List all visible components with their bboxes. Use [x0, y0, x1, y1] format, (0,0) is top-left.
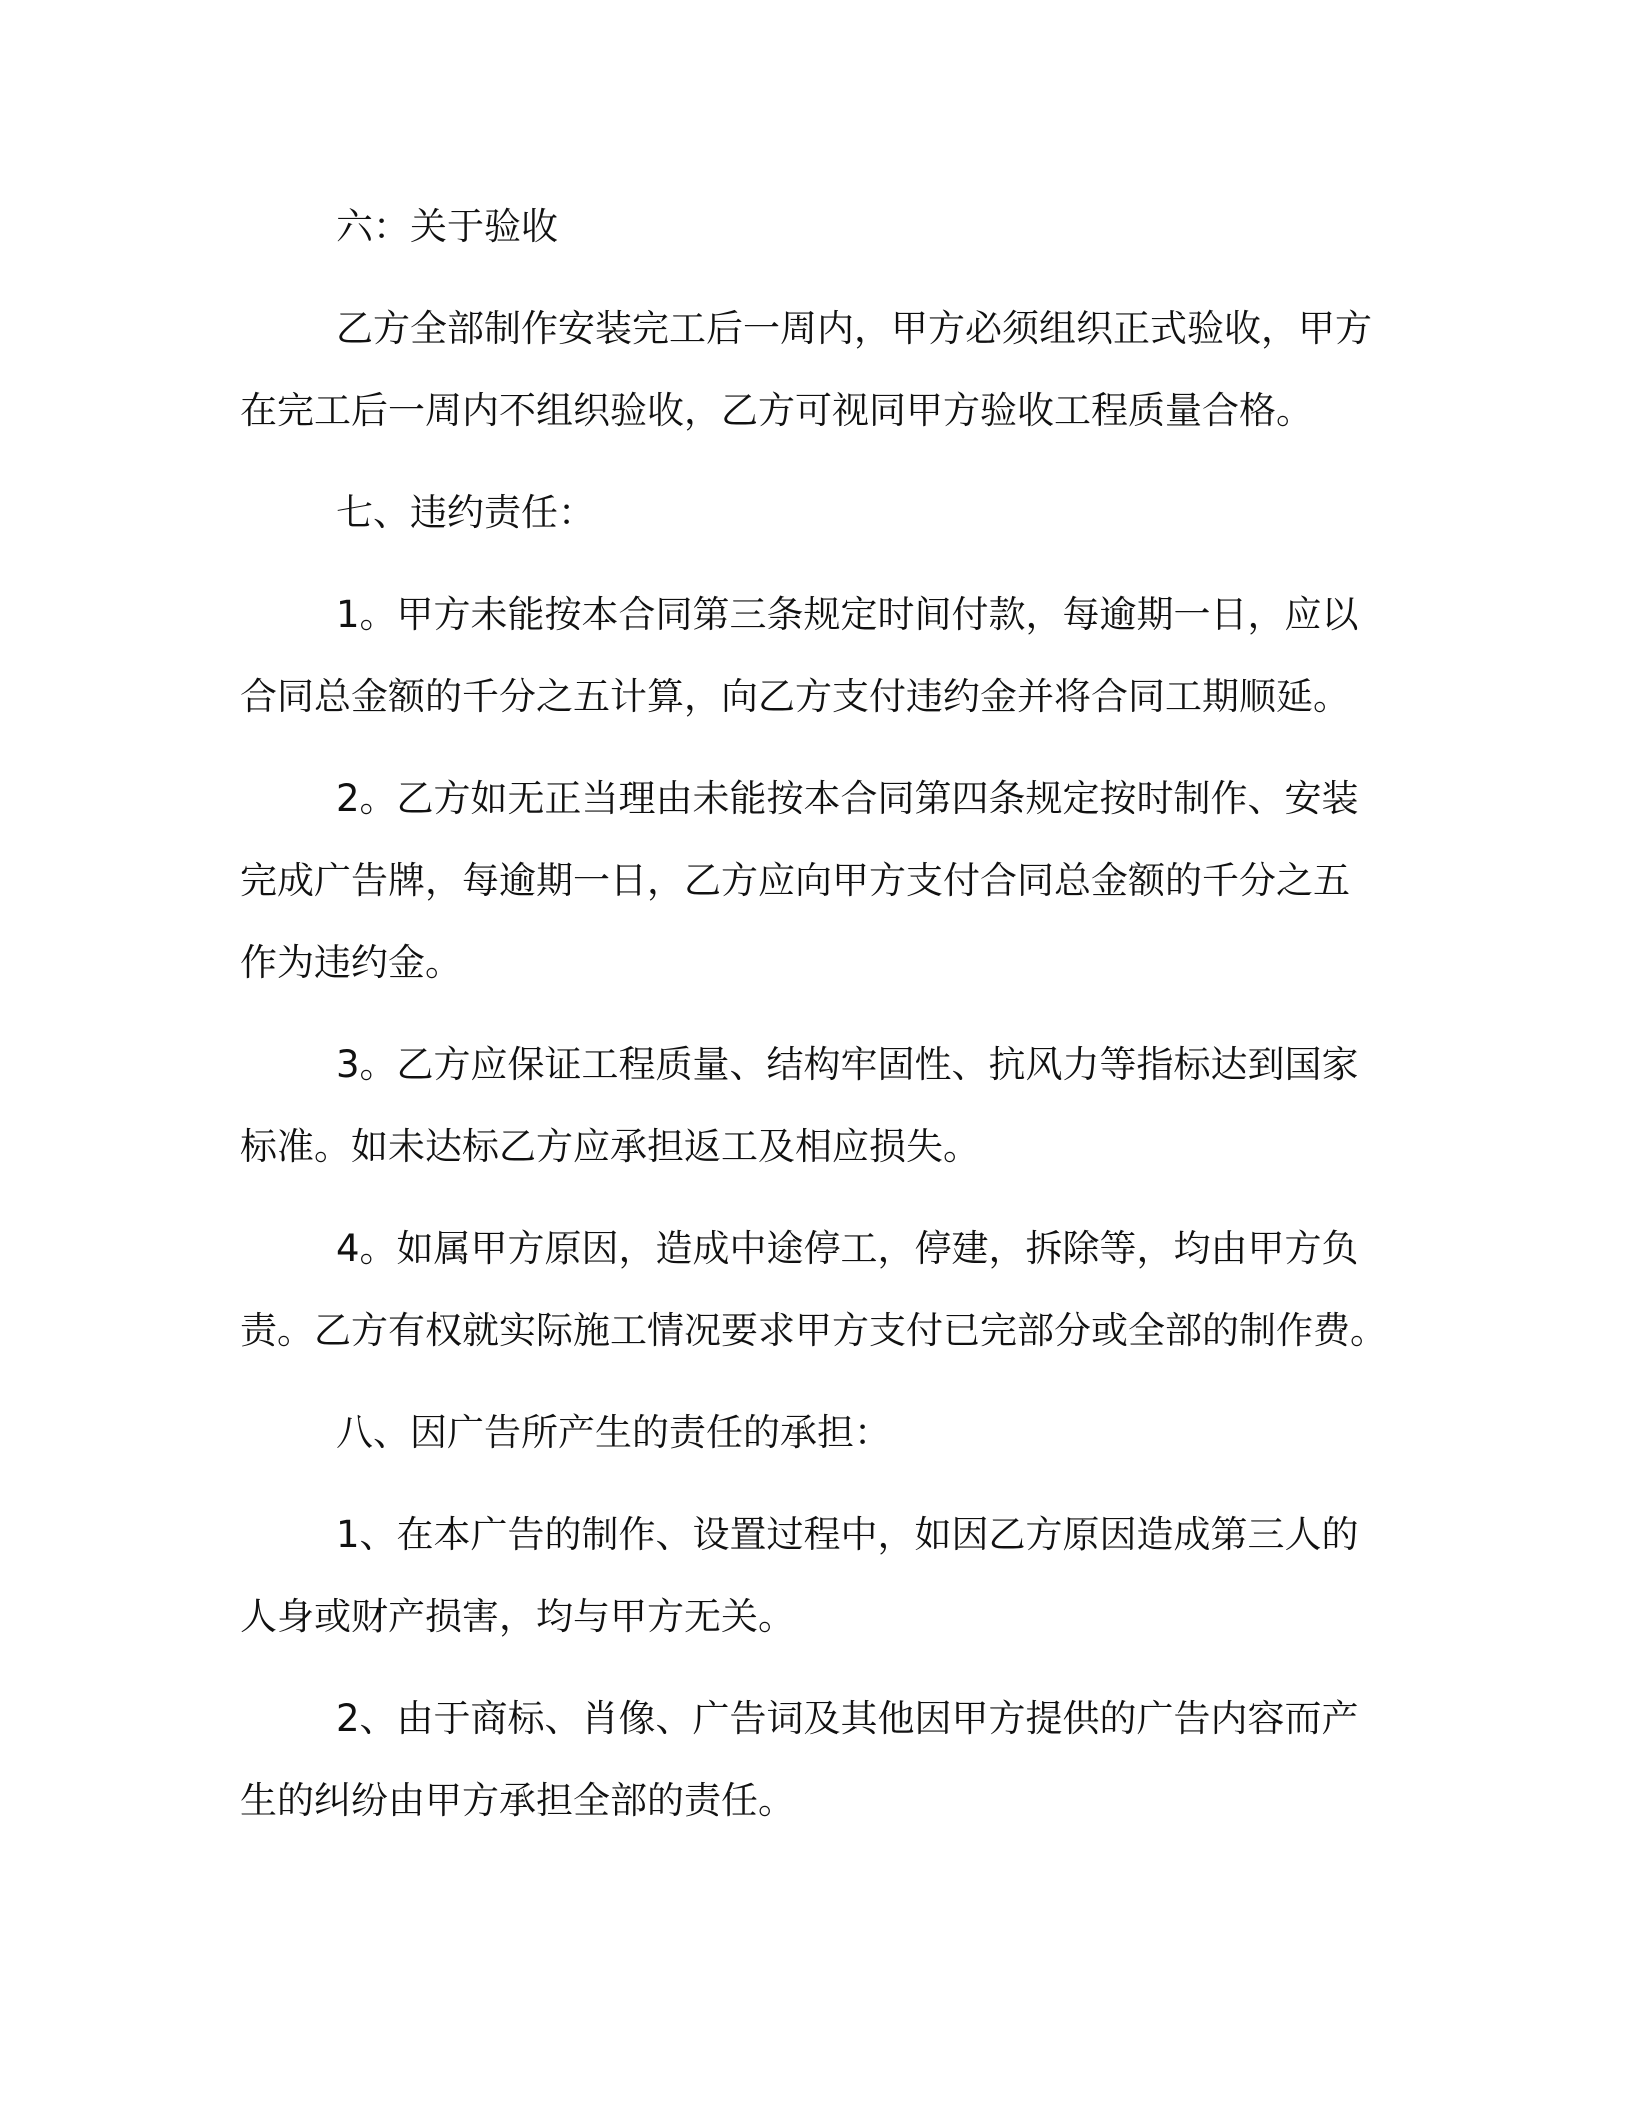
text-line: 2。乙方如无正当理由未能按本合同第四条规定按时制作、安装: [336, 777, 1359, 820]
text-line: 六：关于验收: [336, 205, 558, 248]
text-line: 完成广告牌，每逾期一日，乙方应向甲方支付合同总金额的千分之五: [240, 859, 1350, 902]
text-line: 2、由于商标、肖像、广告词及其他因甲方提供的广告内容而产: [336, 1697, 1359, 1740]
text-line: 人身或财产损害，均与甲方无关。: [240, 1595, 795, 1638]
text-line: 合同总金额的千分之五计算，向乙方支付违约金并将合同工期顺延。: [240, 675, 1350, 718]
text-line: 责。乙方有权就实际施工情况要求甲方支付已完部分或全部的制作费。: [240, 1309, 1387, 1352]
text-line: 七、违约责任：: [336, 491, 595, 534]
text-line: 生的纠纷由甲方承担全部的责任。: [240, 1779, 795, 1822]
text-line: 八、因广告所产生的责任的承担：: [336, 1411, 891, 1454]
ad-clause-2: [240, 1678, 1392, 1842]
text-line: 在完工后一周内不组织验收，乙方可视同甲方验收工程质量合格。: [240, 389, 1313, 432]
ad-clause-1: [240, 1494, 1392, 1658]
text-line: 3。乙方应保证工程质量、结构牢固性、抗风力等指标达到国家: [336, 1043, 1359, 1086]
clause-1: [240, 574, 1392, 738]
text-line: 1、在本广告的制作、设置过程中，如因乙方原因造成第三人的: [336, 1513, 1359, 1556]
text-line: 乙方全部制作安装完工后一周内，甲方必须组织正式验收，甲方: [336, 307, 1372, 350]
text-line: 4。如属甲方原因，造成中途停工，停建，拆除等，均由甲方负: [336, 1227, 1359, 1270]
text-line: 标准。如未达标乙方应承担返工及相应损失。: [240, 1125, 980, 1168]
clause-3: [240, 1024, 1392, 1188]
clause-2: [240, 758, 1392, 1004]
section-heading-liability: [240, 472, 1392, 554]
paragraph-acceptance: [240, 288, 1392, 452]
document-body: [240, 186, 1392, 1862]
section-heading-acceptance: [240, 186, 1392, 268]
text-line: 作为违约金。: [240, 941, 462, 984]
clause-4: [240, 1208, 1392, 1372]
section-heading-advertising-responsibility: [240, 1392, 1392, 1474]
text-line: 1。甲方未能按本合同第三条规定时间付款，每逾期一日，应以: [336, 593, 1359, 636]
